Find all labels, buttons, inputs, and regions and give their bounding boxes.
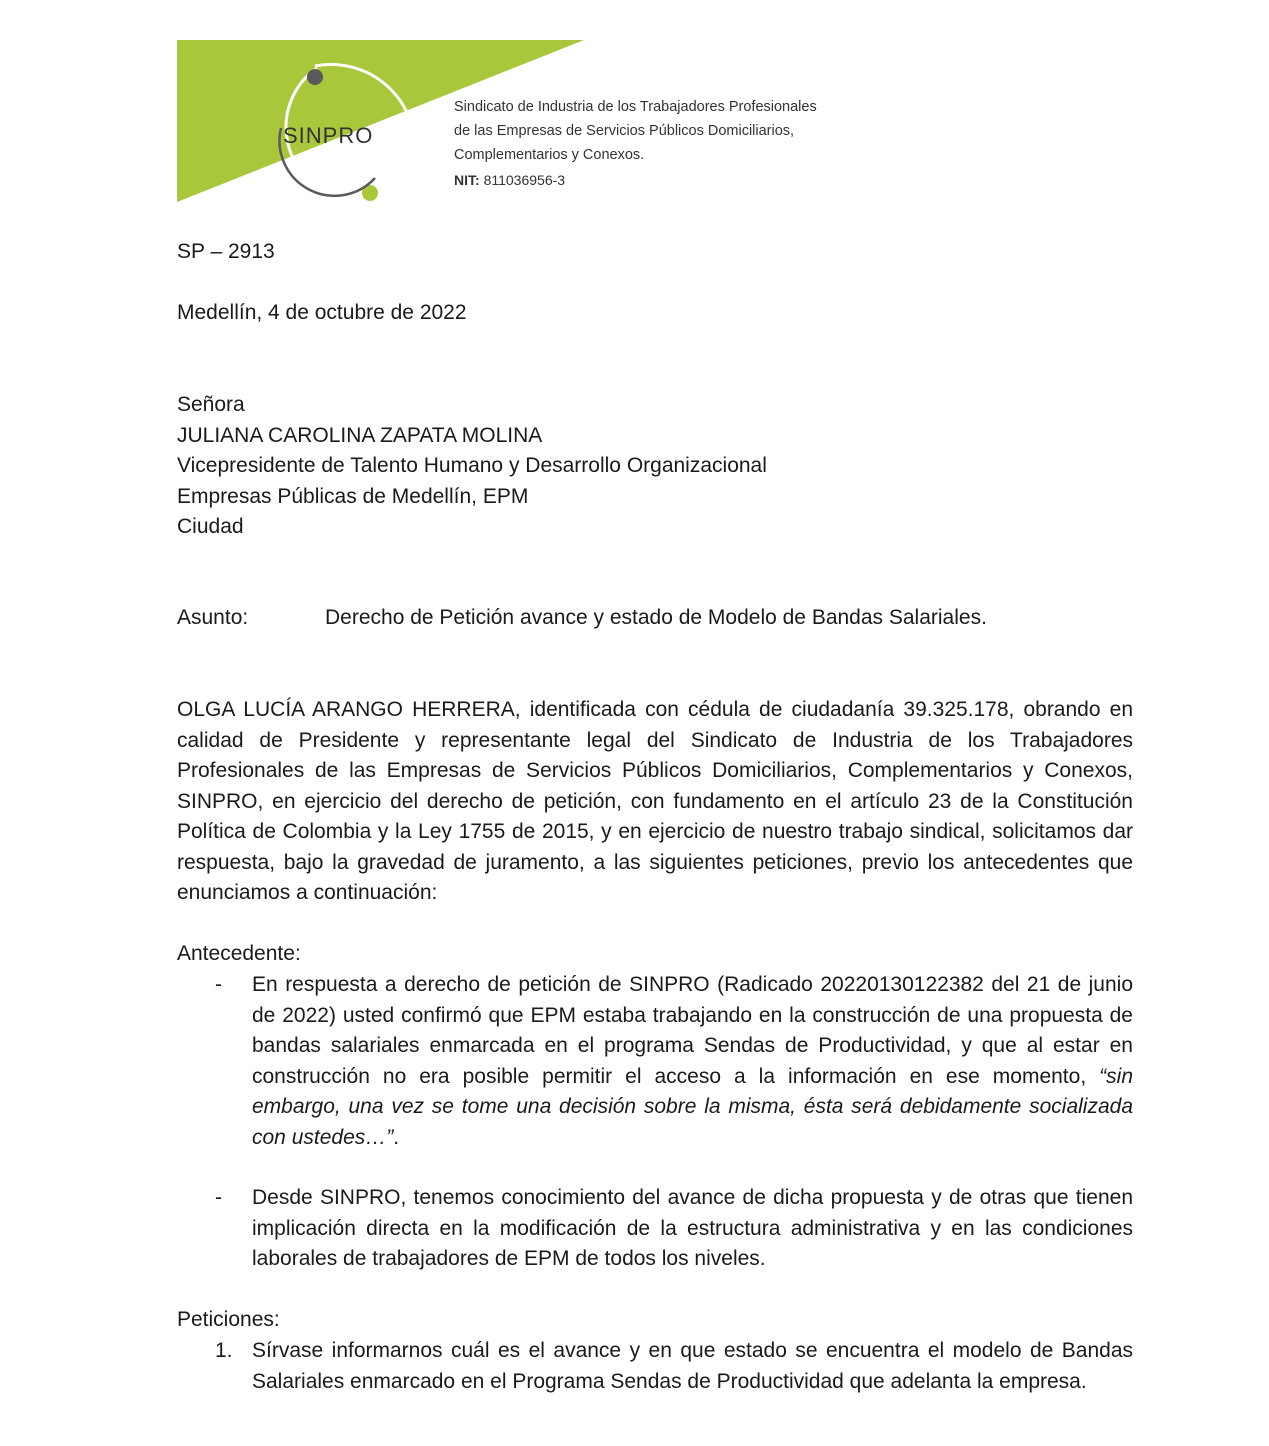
recipient-name: JULIANA CAROLINA ZAPATA MOLINA: [177, 423, 543, 447]
org-line: Complementarios y Conexos.: [454, 147, 645, 163]
org-line: de las Empresas de Servicios Públicos Domiciliarios,: [454, 123, 795, 139]
petitioner-name: OLGA LUCÍA ARANGO HERRERA: [177, 698, 515, 721]
list-item-text: En respuesta a derecho de petición de SINPRO (Radicado 20220130122382 del 21 de junio de 2022) usted confirmó que EPM estaba trabajando en la construcción de una propuesta de bandas salariales enmarcada en el programa Sendas de Productividad, y que al estar en construcción no era posible permitir el acceso a la información en ese momento,: [252, 973, 1133, 1088]
letterhead: [177, 40, 877, 204]
organization-name: [454, 95, 817, 167]
list-item-end: .: [393, 1125, 400, 1149]
recipient-company: Empresas Públicas de Medellín, EPM: [177, 484, 529, 508]
antecedente-colon: :: [294, 942, 301, 965]
subject-label: Asunto: [177, 606, 243, 629]
list-item: [177, 1336, 1133, 1397]
logo-wordmark: SINPRO: [283, 123, 374, 148]
list-marker: -: [215, 973, 222, 996]
recipient-block: [177, 390, 767, 543]
recipient-city: Ciudad: [177, 515, 244, 538]
recipient-title: Vicepresidente de Talento Humano y Desarrollo Organizacional: [177, 454, 767, 477]
list-item-text: Desde SINPRO, tenemos conocimiento del avance de dicha propuesta y de otras que tienen implicación directa en la modificación de la estructura administrativa y en las condiciones laborales de trabajadores de EPM de todos los niveles.: [252, 1186, 1133, 1270]
list-marker: 1.: [215, 1339, 233, 1362]
list-marker: -: [215, 1186, 222, 1209]
subject-text: Derecho de Petición avance y estado de Modelo de Bandas Salariales.: [325, 606, 987, 629]
list-item-text: Sírvase informarnos cuál es el avance y en que estado se encuentra el modelo de Bandas Salariales enmarcado en el Programa Sendas de Productividad que adelanta la empresa.: [252, 1339, 1133, 1393]
peticiones-heading: Peticiones:: [177, 1308, 280, 1331]
subject-colon: :: [242, 606, 249, 629]
subject-line: [177, 603, 987, 633]
date-line: Medellín, 4 de octubre de 2022: [177, 301, 467, 324]
antecedente-heading-text: Antecedente: [177, 942, 295, 965]
reference-number: SP – 2913: [177, 240, 275, 263]
nit-line: [454, 172, 565, 188]
nit-value: 811036956-3: [483, 172, 566, 188]
quote-text: “sin embargo, una vez se tome una decisión sobre la misma, ésta será debidamente socializada con ustedes…”: [252, 1064, 1133, 1149]
nit-label: NIT:: [454, 172, 480, 188]
antecedente-heading: [177, 939, 301, 969]
recipient-salutation: Señora: [177, 393, 245, 416]
list-item: [177, 970, 1133, 1153]
intro-paragraph: [177, 695, 1133, 909]
org-line: Sindicato de Industria de los Trabajadores Profesionales: [454, 99, 817, 115]
intro-text: , identificada con cédula de ciudadanía 39.325.178, obrando en calidad de Presidente y representante legal del Sindicato de Industria de los Trabajadores Profesionales de las Empresas de Servicios Públicos Domiciliarios, Complementarios y Conexos, SINPRO, en ejercicio del derecho de petición, con fundamento en el artículo 23 de la Constitución Política de Colombia y la Ley 1755 de 2015, y en ejercicio de nuestro trabajo sindical, solicitamos dar respuesta, bajo la gravedad de juramento, a las siguientes peticiones, previo los antecedentes que enunciamos a continuación:: [177, 698, 1133, 904]
list-item: [177, 1183, 1133, 1275]
